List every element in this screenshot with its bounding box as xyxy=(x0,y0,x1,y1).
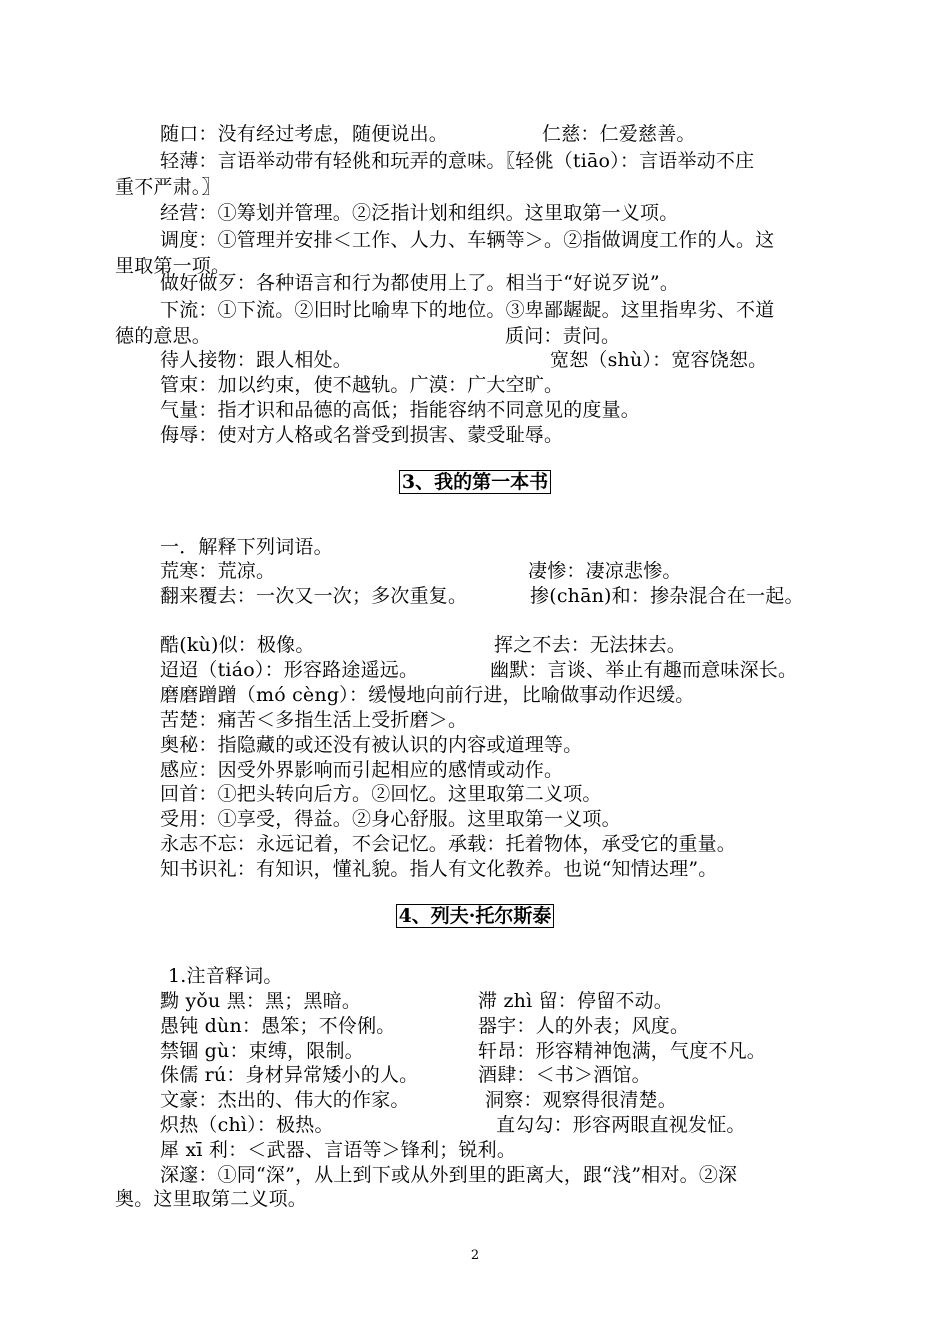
entry-momocengceng xyxy=(160,683,840,708)
entry-text: 苦楚：痛苦＜多指生活上受折磨＞。 xyxy=(160,709,468,731)
entry-text: 挥之不去：无法抹去。 xyxy=(494,634,687,656)
entry-text: 回首：①把头转向后方。②回忆。这里取第二义项。 xyxy=(160,783,602,805)
entry-text: 深邃：①同“深”，从上到下或从外到里的距离大，跟“浅”相对。②深 xyxy=(160,1164,738,1186)
entry-diaodu xyxy=(160,228,840,253)
entry-text: 荒寒：荒凉。 xyxy=(160,560,276,582)
entry-text: 受用：①享受，得益。②身心舒服。这里取第一义项。 xyxy=(160,808,621,830)
entry-huishou xyxy=(160,782,840,807)
entry-zhishushili xyxy=(160,857,840,882)
entry-jingying xyxy=(160,201,840,226)
entry-text: 奥。这里取第二义项。 xyxy=(115,1188,308,1210)
entry-chire xyxy=(160,1113,840,1138)
entry-text: 侏儒 rú：身材异常矮小的人。 xyxy=(160,1064,419,1086)
entry-qiliang xyxy=(160,398,840,423)
entry-text: 迢迢（tiáo）：形容路途遥远。 xyxy=(160,659,419,681)
entry-text: 磨磨蹭蹭（mó cèng）：缓慢地向前行进，比喻做事动作迟缓。 xyxy=(160,684,695,706)
entry-zhuru xyxy=(160,1063,840,1088)
entry-text: 知书识礼：有知识，懂礼貌。指人有文化教养。也说“知情达理”。 xyxy=(160,858,718,880)
entry-text: 愚钝 dùn：愚笨；不伶俐。 xyxy=(160,1015,396,1037)
entry-text: 犀 xī 利：＜武器、言语等＞锋利；锐利。 xyxy=(160,1139,517,1161)
entry-fanlaifuqu xyxy=(160,584,840,609)
entry-qingbo-cont xyxy=(115,175,840,200)
entry-jingu xyxy=(160,1039,840,1064)
entry-qingbo xyxy=(160,149,840,174)
intro-text: 1.注音释词。 xyxy=(168,965,283,987)
entry-text: 奥秘：指隐藏的或还没有被认识的内容或道理等。 xyxy=(160,734,583,756)
entry-guanshu xyxy=(160,373,840,398)
entry-text: 酷(kù)似：极像。 xyxy=(160,634,315,656)
entry-text: 经营：①筹划并管理。②泛指计划和组织。这里取第一义项。 xyxy=(160,202,679,224)
entry-zuohaozuodai xyxy=(160,271,840,296)
entry-dairenjiewu xyxy=(160,348,840,373)
entry-text: 洞察：观察得很清楚。 xyxy=(485,1089,678,1111)
entry-text: 仁慈：仁爱慈善。 xyxy=(542,123,696,145)
heading-text: 4、列夫·托尔斯泰 xyxy=(396,904,555,928)
entry-text: 凄惨：凄凉悲惨。 xyxy=(528,560,682,582)
entry-text: 直勾勾：形容两眼直视发怔。 xyxy=(496,1114,746,1136)
entry-suikou xyxy=(160,122,840,147)
entry-xili xyxy=(160,1138,840,1163)
entry-text: 翻来覆去：一次又一次；多次重复。 xyxy=(160,585,468,607)
entry-text: 永志不忘：永远记着，不会记忆。承载：托着物体，承受它的重量。 xyxy=(160,833,737,855)
entry-kuchu xyxy=(160,708,840,733)
entry-text: 管束：加以约束，使不越轨。广漠：广大空旷。 xyxy=(160,374,564,396)
entry-text: 待人接物：跟人相处。 xyxy=(160,349,353,371)
entry-text: 滞 zhì 留：停留不动。 xyxy=(478,990,674,1012)
entry-text: 里取第一项。 xyxy=(115,255,231,277)
entry-text: 下流：①下流。②旧时比喻卑下的地位。③卑鄙龌龊。这里指卑劣、不道 xyxy=(160,299,775,321)
section4-intro xyxy=(168,964,840,989)
entry-wenhao xyxy=(160,1088,840,1113)
entry-text: 感应：因受外界影响而引起相应的感情或动作。 xyxy=(160,759,564,781)
entry-huanghan xyxy=(160,559,840,584)
entry-text: 侮辱：使对方人格或名誉受到损害、蒙受耻辱。 xyxy=(160,424,564,446)
entry-shensui-cont xyxy=(115,1187,840,1212)
entry-wuru xyxy=(160,423,840,448)
entry-text: 禁锢 gù：束缚，限制。 xyxy=(160,1040,364,1062)
entry-text: 气量：指才识和品德的高低；指能容纳不同意见的度量。 xyxy=(160,399,641,421)
entry-shouyong xyxy=(160,807,840,832)
entry-text: 轩昂：形容精神饱满，气度不凡。 xyxy=(478,1040,767,1062)
entry-text: 掺(chān)和：掺杂混合在一起。 xyxy=(530,585,804,607)
entry-text: 黝 yǒu 黑：黑；黑暗。 xyxy=(160,990,362,1012)
entry-xialiu-cont xyxy=(115,324,840,349)
entry-text: 随口：没有经过考虑，随便说出。 xyxy=(160,123,449,145)
entry-text: 文豪：杰出的、伟大的作家。 xyxy=(160,1089,410,1111)
entry-tiaotiao xyxy=(160,658,840,683)
page-number xyxy=(0,1248,950,1264)
page-number-text: 2 xyxy=(470,1248,480,1263)
entry-text: 重不严肃。〗 xyxy=(115,176,221,198)
entry-text: 幽默：言谈、举止有趣而意味深长。 xyxy=(490,659,798,681)
entry-shensui xyxy=(160,1163,840,1188)
entry-text: 轻薄：言语举动带有轻佻和玩弄的意味。〖轻佻（tiāo）：言语举动不庄 xyxy=(160,150,755,172)
heading-text: 3、我的第一本书 xyxy=(399,470,551,494)
entry-aomi xyxy=(160,733,840,758)
entry-text: 质问：责问。 xyxy=(505,325,621,347)
entry-xialiu xyxy=(160,298,840,323)
intro-text: 一．解释下列词语。 xyxy=(160,536,333,558)
entry-yudun xyxy=(160,1014,840,1039)
entry-text: 宽恕（shù）：宽容饶恕。 xyxy=(550,349,768,371)
section3-intro xyxy=(160,535,840,560)
section-heading-4 xyxy=(0,904,950,928)
entry-ganying xyxy=(160,758,840,783)
entry-kusi xyxy=(160,633,840,658)
entry-text: 德的意思。 xyxy=(115,325,212,347)
entry-text: 器宇：人的外表；风度。 xyxy=(478,1015,690,1037)
entry-text: 酒肆：＜书＞酒馆。 xyxy=(478,1064,651,1086)
entry-youhei xyxy=(160,989,840,1014)
entry-yongzhibuwang xyxy=(160,832,840,857)
entry-text: 做好做歹：各种语言和行为都使用上了。相当于“好说歹说”。 xyxy=(160,272,680,294)
section-heading-3 xyxy=(0,470,950,494)
entry-text: 炽热（chì）：极热。 xyxy=(160,1114,334,1136)
entry-text: 调度：①管理并安排＜工作、人力、车辆等＞。②指做调度工作的人。这 xyxy=(160,229,775,251)
